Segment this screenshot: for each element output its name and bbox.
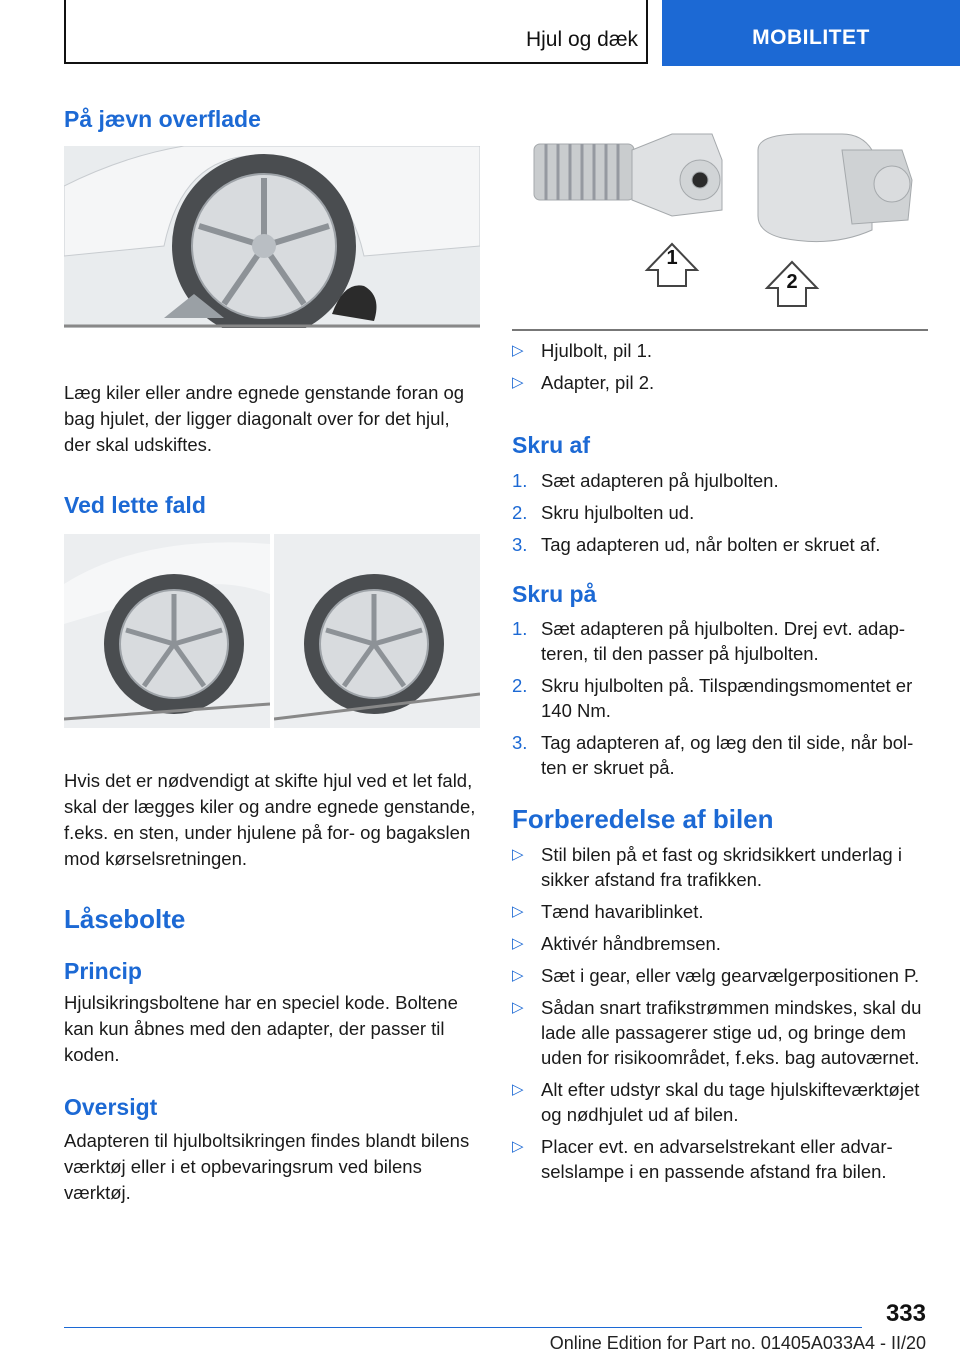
- list-item: ▷ Hjulbolt, pil 1.: [512, 340, 653, 361]
- edition-note: Online Edition for Part no. 01405A033A4 - II/20: [549, 1333, 926, 1353]
- screw-on-steps: [512, 616, 928, 787]
- footer-divider: [64, 1327, 862, 1328]
- heading-vehicle-preparation: Forberedelse af bilen: [512, 804, 774, 834]
- list-item: 1. Sæt adapteren på hjulbolten.: [512, 470, 779, 491]
- triangle-bullet-icon: ▷: [512, 935, 524, 952]
- page-number: 333: [885, 1300, 926, 1327]
- triangle-bullet-icon: ▷: [512, 374, 524, 391]
- triangle-bullet-icon: ▷: [512, 1138, 524, 1155]
- heading-slope: Ved lette fald: [64, 492, 206, 518]
- list-item: 2. Skru hjulbolten på. Tilspændingsmomentet er 140 Nm.: [512, 675, 913, 721]
- triangle-bullet-icon: ▷: [512, 846, 524, 863]
- list-item: ▷ Tænd havariblinket.: [512, 901, 704, 922]
- heading-unscrew: Skru af: [512, 432, 590, 458]
- triangle-bullet-icon: ▷: [512, 903, 524, 920]
- triangle-bullet-icon: ▷: [512, 1081, 524, 1098]
- list-item: ▷ Placer evt. en advarselstrekant eller advarselslampe i en passende afstand fra bilen.: [512, 1136, 893, 1182]
- paragraph-overview: Adapteren til hjulboltsikringen findes blandt bilens værktøj eller i et opbevaringsrum ved bilens værktøj.: [64, 1130, 470, 1203]
- heading-principle: Princip: [64, 958, 142, 984]
- parts-list: [512, 338, 928, 402]
- triangle-bullet-icon: ▷: [512, 342, 524, 359]
- figure-wheel-chock-slope: [64, 534, 480, 728]
- triangle-bullet-icon: ▷: [512, 967, 524, 984]
- figure-label-1: 1: [666, 247, 678, 269]
- list-item: 1. Sæt adapteren på hjulbolten. Drej evt. adapteren, til den passer på hjulbolten.: [512, 618, 906, 664]
- list-item: ▷ Sæt i gear, eller vælg gearvælgerpositionen P.: [512, 965, 920, 986]
- figure-wheel-chock-flat: [64, 146, 480, 328]
- figure-divider: [512, 329, 928, 331]
- paragraph-flat-surface: Læg kiler eller andre egnede genstande foran og bag hjulet, der ligger diagonalt over for det hjul, der skal udskiftes.: [64, 382, 465, 455]
- list-item: ▷ Alt efter udstyr skal du tage hjulskifteværktøjet og nødhjulet ud af bilen.: [512, 1079, 920, 1125]
- list-item: ▷ Stil bilen på et fast og skridsikkert underlag i sikker afstand fra trafikken.: [512, 844, 902, 890]
- section-title: Hjul og dæk: [525, 28, 638, 51]
- heading-lock-bolts: Låsebolte: [64, 904, 186, 934]
- paragraph-principle: Hjulsikringsboltene har en speciel kode. Boltene kan kun åbnes med den adapter, der passer til koden.: [64, 992, 458, 1065]
- chapter-tab: MOBILITET: [662, 0, 960, 66]
- list-item: ▷ Sådan snart trafikstrømmen mindskes, skal du lade alle passagerer stige ud, og bringe dem uden for risikoområdet, f.eks. bag autoværnet.: [512, 997, 922, 1068]
- figure-label-2: 2: [786, 271, 798, 293]
- list-item: 3. Tag adapteren ud, når bolten er skruet af.: [512, 534, 881, 555]
- heading-flat-surface: På jævn overflade: [64, 106, 261, 132]
- list-item: ▷ Adapter, pil 2.: [512, 372, 655, 393]
- figure-lock-bolt-adapter: [512, 120, 928, 328]
- preparation-list: [512, 842, 928, 1191]
- list-item: 3. Tag adapteren af, og læg den til side, når bolten er skruet på.: [512, 732, 914, 778]
- list-item: 2. Skru hjulbolten ud.: [512, 502, 695, 523]
- triangle-bullet-icon: ▷: [512, 999, 524, 1016]
- unscrew-steps: [512, 468, 928, 564]
- heading-overview: Oversigt: [64, 1094, 158, 1120]
- paragraph-slope: Hvis det er nødvendigt at skifte hjul ved et let fald, skal der lægges kiler og andre egnede genstande, f.eks. en sten, under hjulene på for- og bagakslen mod kørselsretningen.: [64, 770, 476, 869]
- heading-screw-on: Skru på: [512, 581, 597, 607]
- list-item: ▷ Aktivér håndbremsen.: [512, 933, 721, 954]
